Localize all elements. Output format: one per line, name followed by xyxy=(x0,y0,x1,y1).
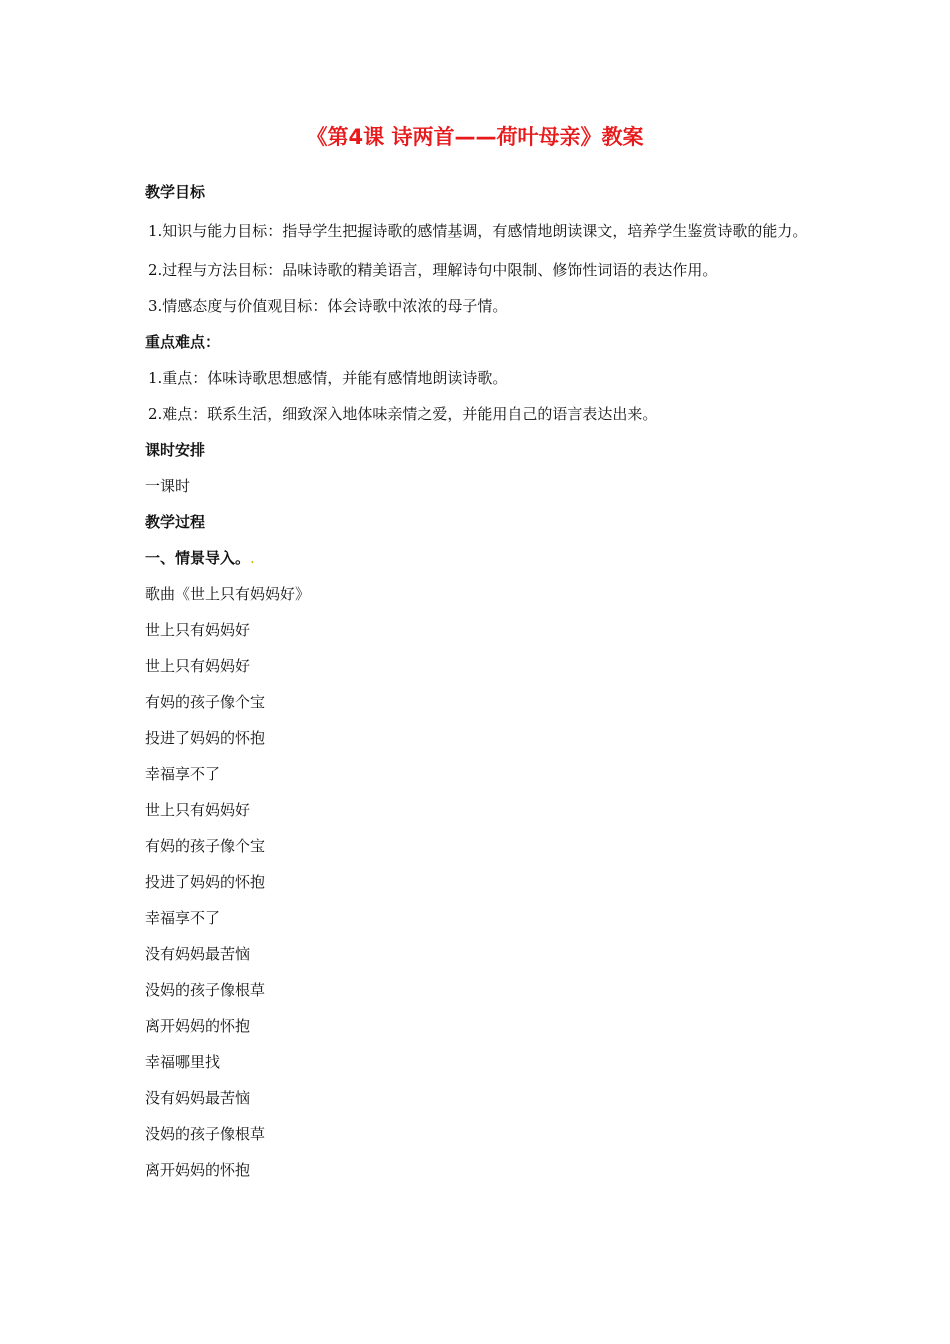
lyric-line: 没妈的孩子像根草 xyxy=(145,981,266,999)
objective-1: 1.知识与能力目标：指导学生把握诗歌的感情基调，有感情地朗读课文，培养学生鉴赏诗歌的能力。 xyxy=(148,222,808,240)
schedule-text: 一课时 xyxy=(145,477,191,495)
lyric-line: 有妈的孩子像个宝 xyxy=(145,837,266,855)
lyric-line: 投进了妈妈的怀抱 xyxy=(145,729,266,747)
song-title: 歌曲《世上只有妈妈好》 xyxy=(145,585,311,603)
objective-3: 3.情感态度与价值观目标：体会诗歌中浓浓的母子情。 xyxy=(148,297,508,315)
lyric-line: 离开妈妈的怀抱 xyxy=(145,1017,251,1035)
document-body xyxy=(145,174,810,1188)
lyric-line: 离开妈妈的怀抱 xyxy=(145,1161,251,1179)
lyric-line: 幸福享不了 xyxy=(145,909,221,927)
lyric-line: 有妈的孩子像个宝 xyxy=(145,693,266,711)
key-point: 1.重点：体味诗歌思想感情，并能有感情地朗读诗歌。 xyxy=(148,369,508,387)
lyric-line: 幸福哪里找 xyxy=(145,1053,221,1071)
step-1-heading: 一、情景导入。 xyxy=(145,549,251,567)
lyric-line: 世上只有妈妈好 xyxy=(145,801,251,819)
lyric-line: 世上只有妈妈好 xyxy=(145,621,251,639)
lyric-line: 没妈的孩子像根草 xyxy=(145,1125,266,1143)
difficult-point: 2.难点：联系生活，细致深入地体味亲情之爱，并能用自己的语言表达出来。 xyxy=(148,405,658,423)
lyric-line: 世上只有妈妈好 xyxy=(145,657,251,675)
objective-2: 2.过程与方法目标：品味诗歌的精美语言，理解诗句中限制、修饰性词语的表达作用。 xyxy=(148,261,718,279)
key-points-heading: 重点难点： xyxy=(145,333,221,351)
lyrics-list xyxy=(145,612,810,1188)
step-1-dot: . xyxy=(250,549,255,567)
lyric-line: 幸福享不了 xyxy=(145,765,221,783)
document-title: 《第4课 诗两首——荷叶母亲》教案 xyxy=(306,125,644,149)
step-1-heading-row xyxy=(145,540,810,576)
objectives-heading: 教学目标 xyxy=(145,183,206,201)
lyric-line: 没有妈妈最苦恼 xyxy=(145,1089,251,1107)
schedule-heading: 课时安排 xyxy=(145,441,206,459)
lyric-line: 投进了妈妈的怀抱 xyxy=(145,873,266,891)
lyric-line: 没有妈妈最苦恼 xyxy=(145,945,251,963)
process-heading: 教学过程 xyxy=(145,513,206,531)
